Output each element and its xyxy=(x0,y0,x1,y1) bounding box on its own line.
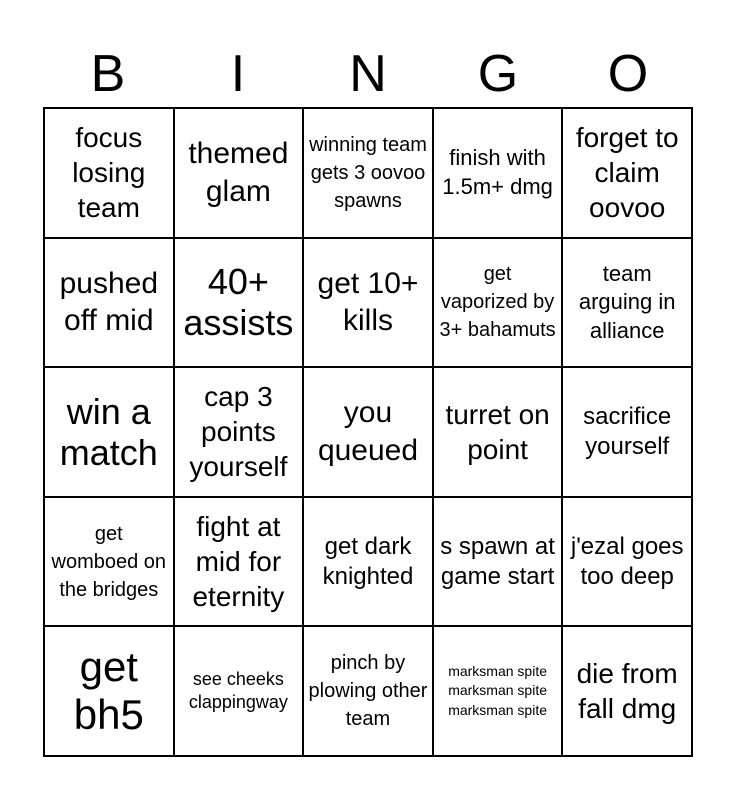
header-letter-n: N xyxy=(349,45,387,103)
cell-label: themed glam xyxy=(188,137,289,208)
cell-label: get 10+ kills xyxy=(317,266,419,338)
cell-label: win a match xyxy=(59,390,158,473)
cell-label: team arguing in alliance xyxy=(578,260,676,343)
bingo-cell-r4c1[interactable] xyxy=(44,497,174,627)
bingo-cell-r2c1[interactable] xyxy=(44,238,174,368)
bingo-header xyxy=(43,40,693,108)
bingo-cell-r2c2[interactable] xyxy=(174,238,304,368)
bingo-cell-r4c3[interactable] xyxy=(303,497,433,627)
cell-label: die from fall dmg xyxy=(576,658,678,725)
header-letter-b: B xyxy=(90,45,126,103)
cell-label: sacrifice yourself xyxy=(583,402,672,460)
cell-label: cap 3 points yourself xyxy=(189,381,288,483)
bingo-cell-r5c4[interactable] xyxy=(433,626,563,756)
header-letter-i: I xyxy=(230,45,246,103)
bingo-cell-r5c2[interactable] xyxy=(174,626,304,756)
bingo-cell-r3c5[interactable] xyxy=(562,367,692,497)
cell-label: winning team gets 3 oovoo spawns xyxy=(309,133,427,212)
cell-label: pinch by plowing other team xyxy=(308,652,428,731)
bingo-cell-r3c4[interactable] xyxy=(433,367,563,497)
cell-label: get vaporized by 3+ bahamuts xyxy=(439,263,556,342)
header-letter-o: O xyxy=(607,45,649,103)
bingo-board xyxy=(43,107,693,757)
bingo-cell-r2c3[interactable] xyxy=(303,238,433,368)
bingo-cell-r4c4[interactable] xyxy=(433,497,563,627)
bingo-cell-r3c2[interactable] xyxy=(174,367,304,497)
bingo-cell-r5c1[interactable] xyxy=(44,626,174,756)
bingo-cell-r3c3[interactable] xyxy=(303,367,433,497)
cell-label: see cheeks clappingway xyxy=(188,668,288,713)
cell-label: you queued xyxy=(317,396,419,467)
cell-label: 40+ assists xyxy=(183,261,294,344)
cell-label: marksman spite marksman spite marksman spite xyxy=(448,662,547,718)
cell-label: get bh5 xyxy=(73,642,144,739)
bingo-cell-r2c4[interactable] xyxy=(433,238,563,368)
bingo-cell-r1c2[interactable] xyxy=(174,108,304,238)
bingo-cell-r5c5[interactable] xyxy=(562,626,692,756)
cell-label: finish with 1.5m+ dmg xyxy=(442,145,553,199)
bingo-cell-r4c5[interactable] xyxy=(562,497,692,627)
bingo-cell-r5c3[interactable] xyxy=(303,626,433,756)
bingo-cell-r2c5[interactable] xyxy=(562,238,692,368)
cell-label: forget to claim oovoo xyxy=(575,122,679,224)
cell-label: s spawn at game start xyxy=(440,532,555,590)
bingo-cell-r3c1[interactable] xyxy=(44,367,174,497)
bingo-cell-r4c2[interactable] xyxy=(174,497,304,627)
bingo-cell-r1c4[interactable] xyxy=(433,108,563,238)
cell-label: turret on point xyxy=(445,398,550,465)
cell-label: focus losing team xyxy=(72,122,146,224)
cell-label: get dark knighted xyxy=(322,532,414,590)
bingo-cell-r1c1[interactable] xyxy=(44,108,174,238)
header-letter-g: G xyxy=(477,45,519,103)
cell-label: j'ezal goes too deep xyxy=(570,532,684,590)
bingo-cell-r1c5[interactable] xyxy=(562,108,692,238)
bingo-cell-r1c3[interactable] xyxy=(303,108,433,238)
cell-label: fight at mid for eternity xyxy=(192,511,285,613)
cell-label: pushed off mid xyxy=(59,266,159,338)
cell-label: get womboed on the bridges xyxy=(51,522,167,601)
